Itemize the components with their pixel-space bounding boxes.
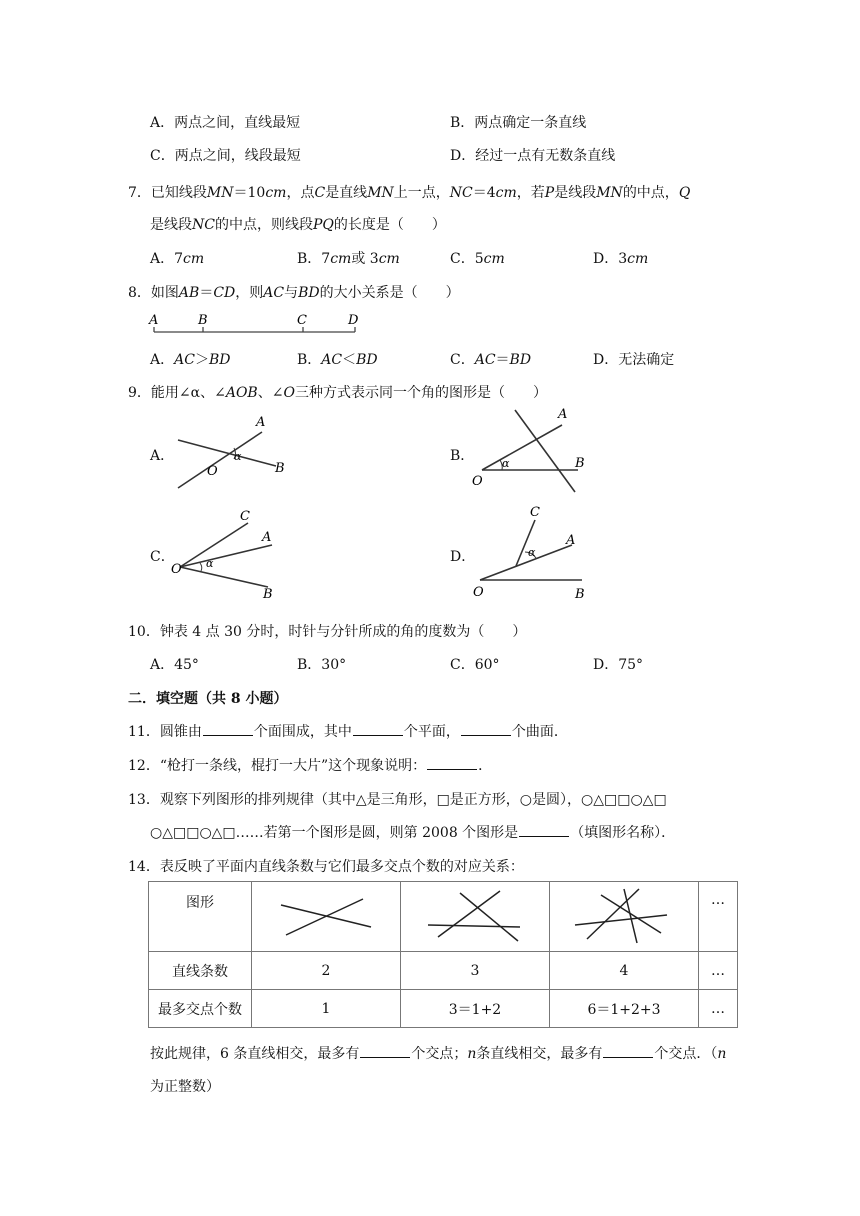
label-b: B xyxy=(575,456,585,471)
label-a: A xyxy=(256,415,266,430)
table-cell: 3 xyxy=(401,952,550,990)
q8-option-b: B．AC＜BD xyxy=(297,352,378,368)
q8-stem: 8．如图AB＝CD，则AC与BD的大小关系是（ ） xyxy=(128,285,460,301)
label-a: A xyxy=(262,530,272,545)
table-row xyxy=(149,990,738,1028)
figure-three-lines xyxy=(401,882,550,952)
q10-stem: 10．钟表 4 点 30 分时，时针与分针所成的角的度数为（ ） xyxy=(128,624,527,640)
ellipsis-cell: … xyxy=(699,952,738,990)
q7-option-b: B．7cm或 3cm xyxy=(297,251,400,267)
q9-figure-a xyxy=(172,410,292,495)
table-cell: 6＝1+2+3 xyxy=(550,990,699,1028)
point-label-d: D xyxy=(348,313,359,328)
label-o: O xyxy=(473,585,484,600)
q6-option-b: B．两点确定一条直线 xyxy=(450,115,587,131)
q7-option-d: D．3cm xyxy=(593,251,649,267)
table-header-cell: 图形 xyxy=(149,882,252,952)
q10-option-d: D．75° xyxy=(593,657,644,673)
q14-followup-line-2: 为正整数） xyxy=(150,1079,220,1095)
label-b: B xyxy=(263,587,273,602)
label-alpha: α xyxy=(206,557,214,570)
label-alpha: α xyxy=(528,546,536,559)
label-o: O xyxy=(472,474,483,489)
label-o: O xyxy=(207,464,218,479)
section-heading: 二．填空题（共 8 小题） xyxy=(128,691,288,707)
ellipsis-cell: … xyxy=(699,882,738,952)
ellipsis-cell: … xyxy=(699,990,738,1028)
label-b: B xyxy=(575,587,585,602)
q11-stem: 11．圆锥由 个面围成，其中 个平面， 个曲面． xyxy=(128,724,568,740)
q14-stem: 14．表反映了平面内直线条数与它们最多交点个数的对应关系： xyxy=(128,859,524,875)
q9-figure-c xyxy=(168,505,288,602)
q6-option-a: A．两点之间，直线最短 xyxy=(150,115,301,131)
label-o: O xyxy=(171,562,182,577)
q13-line-2: ○△□□○△□……若第一个图形是圆，则第 2008 个图形是 （填图形名称）． xyxy=(150,825,676,841)
q7-line-1: 7．已知线段MN＝10cm，点C是直线MN上一点，NC＝4cm，若P是线段MN的中点，Q xyxy=(128,185,691,201)
q9-stem: 9．能用∠α、∠AOB、∠O三种方式表示同一个角的图形是（ ） xyxy=(128,385,547,401)
q7-line-2: 是线段NC的中点，则线段PQ的长度是（ ） xyxy=(150,217,446,233)
figure-four-lines xyxy=(550,882,699,952)
label-alpha: α xyxy=(234,450,242,463)
label-a: A xyxy=(558,407,568,422)
label-alpha: α xyxy=(502,457,510,470)
table-row xyxy=(149,952,738,990)
q8-segment-figure xyxy=(145,310,375,336)
table-cell: 3＝1+2 xyxy=(401,990,550,1028)
figure-two-lines xyxy=(252,882,401,952)
q10-option-c: C．60° xyxy=(450,657,500,673)
q13-line-1: 13．观察下列图形的排列规律（其中△是三角形，□是正方形，○是圆），○△□□○△□ xyxy=(128,792,667,808)
point-label-c: C xyxy=(297,313,307,328)
table-row xyxy=(149,882,738,952)
q8-option-c: C．AC＝BD xyxy=(450,352,532,368)
q10-option-a: A．45° xyxy=(150,657,199,673)
table-cell: 1 xyxy=(252,990,401,1028)
table-cell: 4 xyxy=(550,952,699,990)
q14-table xyxy=(148,881,738,1028)
point-label-a: A xyxy=(149,313,159,328)
q9-option-d-label: D． xyxy=(450,549,476,565)
point-label-b: B xyxy=(198,313,208,328)
table-cell: 2 xyxy=(252,952,401,990)
q9-figure-d xyxy=(470,500,595,605)
q6-option-d: D．经过一点有无数条直线 xyxy=(450,148,616,164)
label-c: C xyxy=(530,505,540,520)
table-header-cell: 最多交点个数 xyxy=(149,990,252,1028)
q9-option-b-label: B． xyxy=(450,448,475,464)
q9-figure-b xyxy=(470,405,595,497)
q7-option-a: A．7cm xyxy=(150,251,205,267)
label-a: A xyxy=(566,533,576,548)
q10-option-b: B．30° xyxy=(297,657,347,673)
label-c: C xyxy=(240,509,250,524)
q12-stem: 12．“枪打一条线，棍打一大片”这个现象说明： ． xyxy=(128,758,493,774)
q9-option-a-label: A． xyxy=(150,448,175,464)
q8-option-a: A．AC＞BD xyxy=(150,352,231,368)
q7-option-c: C．5cm xyxy=(450,251,505,267)
label-b: B xyxy=(275,461,285,476)
q9-option-c-label: C． xyxy=(150,549,175,565)
table-header-cell: 直线条数 xyxy=(149,952,252,990)
q8-option-d: D．无法确定 xyxy=(593,352,675,368)
q14-followup-line-1: 按此规律，6 条直线相交，最多有 个交点；n条直线相交，最多有 个交点．（n xyxy=(150,1046,727,1062)
q6-option-c: C．两点之间，线段最短 xyxy=(150,148,301,164)
